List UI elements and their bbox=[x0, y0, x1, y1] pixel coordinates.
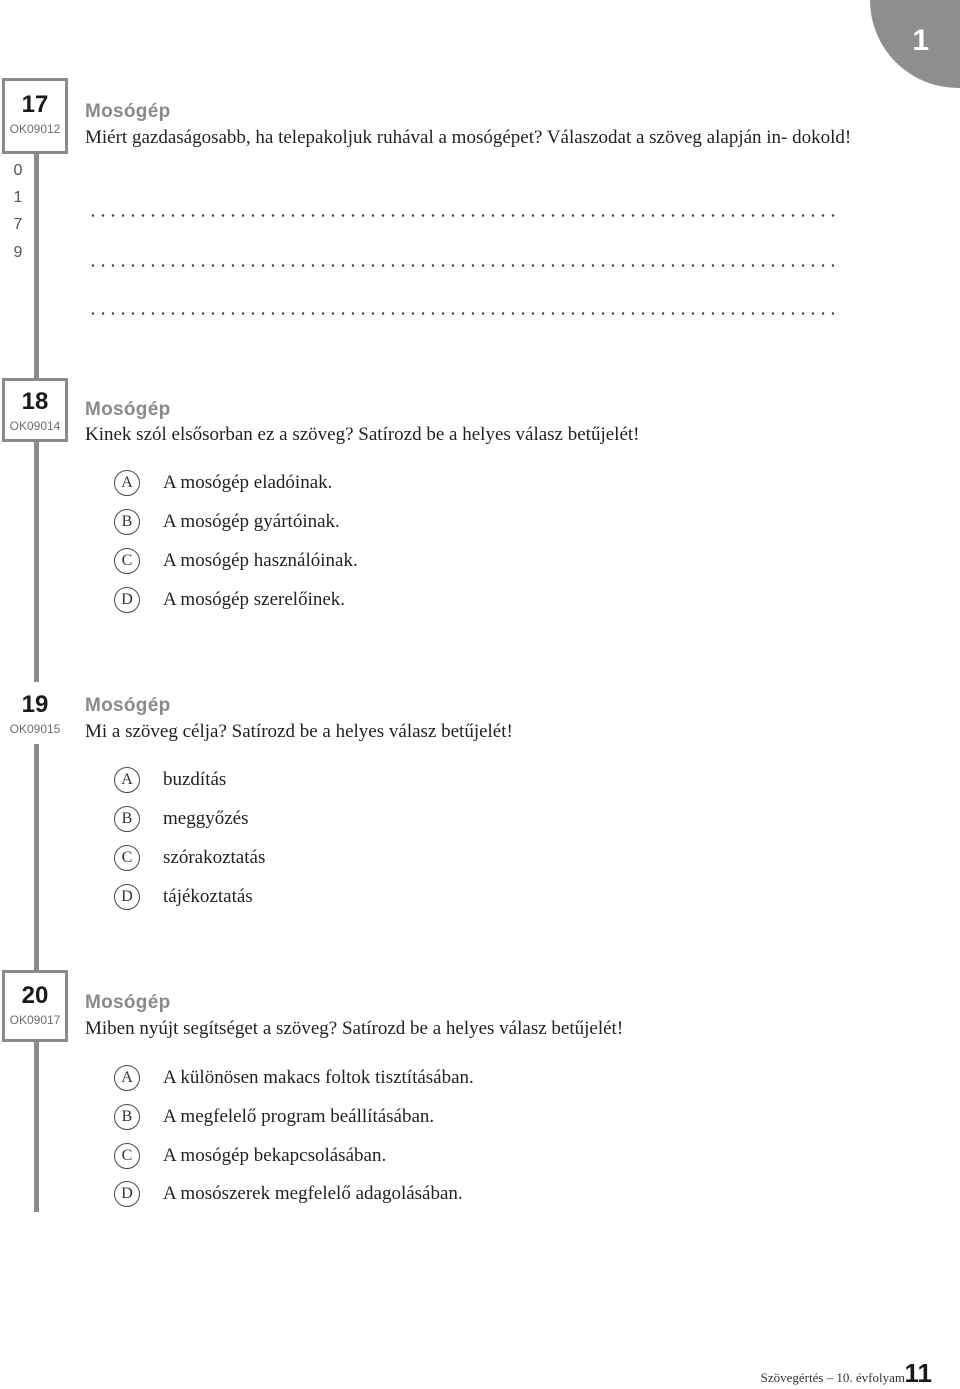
score-code: 9 bbox=[13, 244, 23, 261]
option-letter[interactable]: D bbox=[114, 884, 140, 910]
option-letter[interactable]: C bbox=[114, 845, 140, 871]
question-number: 19 bbox=[21, 691, 49, 718]
question-number: 17 bbox=[21, 91, 49, 118]
question-code: OK09014 bbox=[9, 419, 61, 433]
question-text: Kinek szól elsősorban ez a szöveg? Satírozd be a helyes válasz betűjelét! bbox=[85, 424, 640, 445]
option-text: A megfelelő program beállításában. bbox=[163, 1106, 435, 1127]
question-text: Mi a szöveg célja? Satírozd be a helyes válasz betűjelét! bbox=[85, 721, 513, 742]
question-title: Mosógép bbox=[85, 992, 171, 1013]
option-text: A mosógép eladóinak. bbox=[163, 472, 333, 493]
option-text: A mosógép bekapcsolásában. bbox=[163, 1145, 387, 1166]
question-text: Miben nyújt segítséget a szöveg? Satírozd be a helyes válasz betűjelét! bbox=[85, 1018, 624, 1039]
question-code: OK09015 bbox=[9, 722, 61, 736]
question-text: Miért gazdaságosabb, ha telepakoljuk ruhával a mosógépet? Válaszodat a szöveg alapján in- dokold! bbox=[85, 127, 852, 148]
option-text: meggyőzés bbox=[163, 808, 249, 829]
question-rule bbox=[34, 150, 39, 380]
score-code: 7 bbox=[13, 216, 23, 233]
answer-line[interactable] bbox=[88, 312, 838, 315]
score-code: 1 bbox=[13, 189, 23, 206]
option-letter[interactable]: C bbox=[114, 1143, 140, 1169]
option-text: A mosógép gyártóinak. bbox=[163, 511, 340, 532]
option-text: tájékoztatás bbox=[163, 886, 253, 907]
option-letter[interactable]: A bbox=[114, 767, 140, 793]
footer-subject: Szövegértés – 10. évfolyam bbox=[760, 1370, 905, 1385]
option-letter[interactable]: A bbox=[114, 1065, 140, 1091]
section-number: 1 bbox=[912, 24, 929, 57]
question-rule bbox=[34, 1040, 39, 1212]
question-code: OK09017 bbox=[9, 1013, 61, 1027]
question-number: 18 bbox=[21, 388, 49, 415]
question-code: OK09012 bbox=[9, 122, 61, 136]
option-letter[interactable]: B bbox=[114, 1104, 140, 1130]
option-letter[interactable]: C bbox=[114, 548, 140, 574]
option-letter[interactable]: B bbox=[114, 509, 140, 535]
option-text: A mosógép használóinak. bbox=[163, 550, 358, 571]
question-title: Mosógép bbox=[85, 695, 171, 716]
score-code: 0 bbox=[13, 162, 23, 179]
question-number: 20 bbox=[21, 982, 49, 1009]
option-letter[interactable]: D bbox=[114, 587, 140, 613]
option-text: A különösen makacs foltok tisztításában. bbox=[163, 1067, 474, 1088]
option-text: szórakoztatás bbox=[163, 847, 266, 868]
question-number-box bbox=[2, 682, 68, 744]
answer-line[interactable] bbox=[88, 264, 838, 267]
question-number-box bbox=[2, 378, 68, 442]
question-number-box bbox=[2, 78, 68, 154]
answer-line[interactable] bbox=[88, 214, 838, 217]
question-title: Mosógép bbox=[85, 399, 171, 420]
option-letter[interactable]: B bbox=[114, 806, 140, 832]
option-letter[interactable]: D bbox=[114, 1181, 140, 1207]
question-number-box bbox=[2, 970, 68, 1042]
option-text: A mosógép szerelőinek. bbox=[163, 589, 346, 610]
question-title: Mosógép bbox=[85, 101, 171, 122]
page-number: 11 bbox=[904, 1358, 932, 1388]
option-text: A mosószerek megfelelő adagolásában. bbox=[163, 1183, 463, 1204]
option-letter[interactable]: A bbox=[114, 470, 140, 496]
section-tab bbox=[870, 0, 960, 88]
option-text: buzdítás bbox=[163, 769, 227, 790]
